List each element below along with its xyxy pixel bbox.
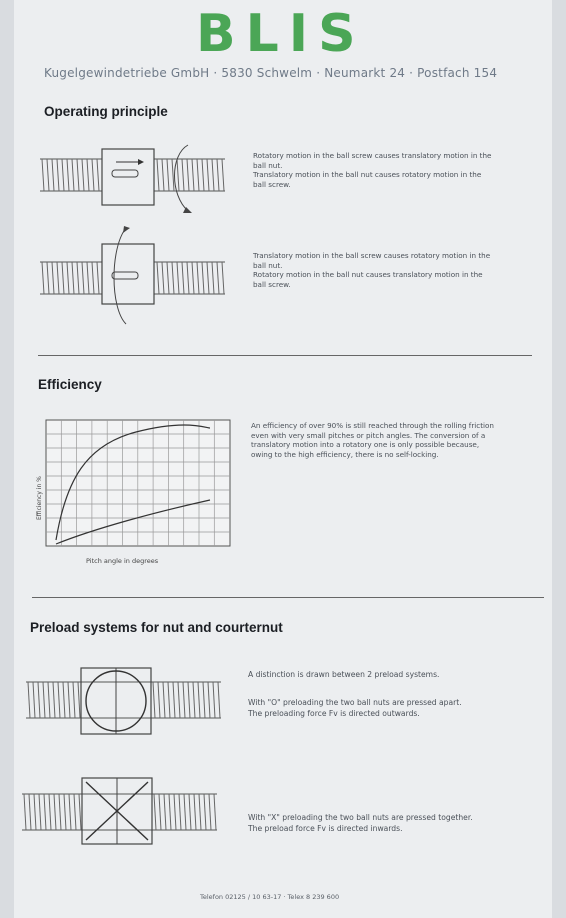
- preload-x-text: With "X" preloading the two ball nuts are pressed together. The preload force Fv is directed inwards.: [248, 813, 473, 833]
- preload-o-text: With "O" preloading the two ball nuts are pressed apart. The preloading force Fv is directed outwards.: [248, 698, 462, 718]
- preload-intro: A distinction is drawn between 2 preload systems.: [248, 670, 440, 679]
- operating-text-1: Rotatory motion in the ball screw causes translatory motion in the ball nut. Translatory motion in the ball nut causes rotatory motion in the ball screw.: [253, 151, 492, 189]
- operating-text-2: Translatory motion in the ball screw causes rotatory motion in the ball nut. Rotatory motion in the ball nut causes translatory motion in the ball screw.: [253, 251, 491, 289]
- section-title-preload: Preload systems for nut and courternut: [30, 620, 283, 635]
- ball-screw-diagram-1: [40, 145, 230, 215]
- company-logo: BLIS: [196, 4, 366, 64]
- efficiency-x-label: Pitch angle in degrees: [86, 557, 159, 565]
- efficiency-text: An efficiency of over 90% is still reached through the rolling friction even with very small pitches or pitch angles. The conversion of a translatory motion into a rotatory one is only possible because, owing to the high efficiency, there is no self-locking.: [251, 421, 494, 459]
- ball-screw-diagram-2: [40, 228, 230, 308]
- company-address-line: Kugelgewindetriebe GmbH · 5830 Schwelm · Neumarkt 24 · Postfach 154: [44, 66, 498, 80]
- o-preload-diagram: [26, 662, 226, 742]
- x-preload-diagram: [22, 772, 222, 852]
- footer-contact: Telefon 02125 / 10 63-17 · Telex 8 239 600: [200, 893, 340, 901]
- section-divider: [38, 355, 532, 356]
- efficiency-chart: [46, 420, 230, 546]
- section-title-efficiency: Efficiency: [38, 377, 102, 392]
- section-divider-2: [32, 597, 544, 598]
- section-title-operating: Operating principle: [44, 104, 168, 119]
- efficiency-y-label: Efficiency in %: [36, 476, 43, 520]
